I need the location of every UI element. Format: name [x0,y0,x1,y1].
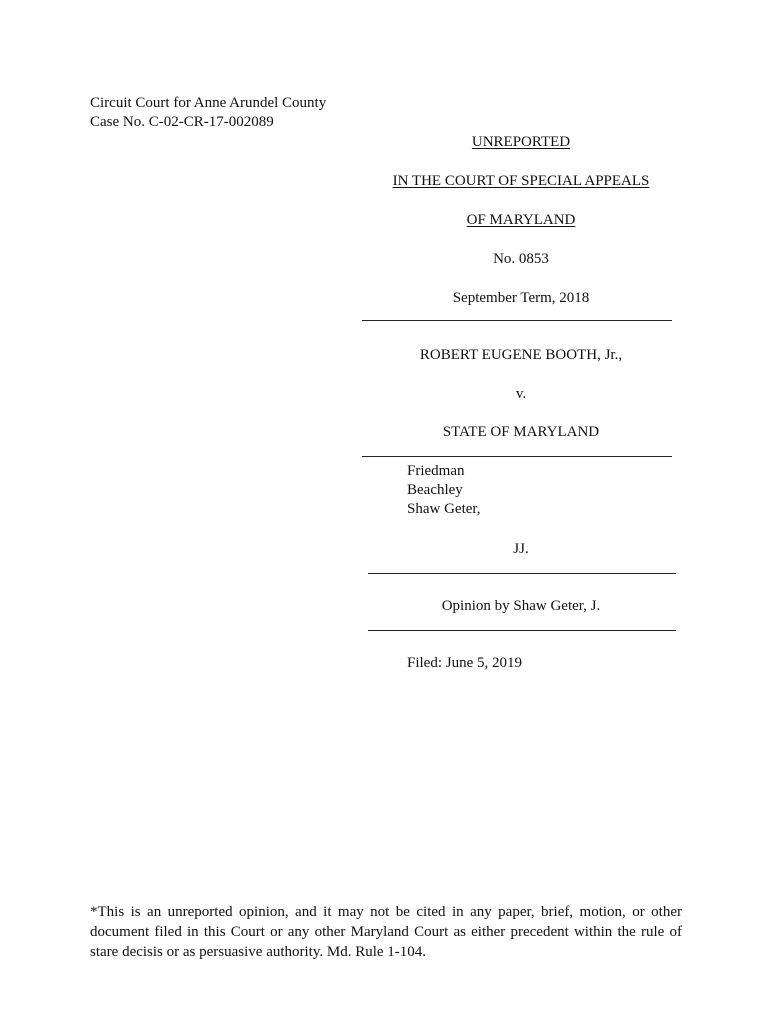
court-heading: IN THE COURT OF SPECIAL APPEALS [392,173,650,189]
circuit-court-name: Circuit Court for Anne Arundel County [90,95,327,111]
court-term: September Term, 2018 [452,290,590,306]
judge-name: Shaw Geter, [407,501,481,517]
unreported-heading: UNREPORTED [471,134,571,150]
opinion-author: Opinion by Shaw Geter, J. [441,598,601,614]
judges-suffix: JJ. [513,541,529,557]
state-heading: OF MARYLAND [466,212,576,228]
case-number: Case No. C-02-CR-17-002089 [90,114,274,130]
caption-divider-4 [368,630,676,631]
appeal-number: No. 0853 [493,251,549,267]
appellant-name: ROBERT EUGENE BOOTH, Jr., [419,347,623,363]
footnote: *This is an unreported opinion, and it may not be cited in any paper, brief, motion, or other document filed in this Court or any other Maryland Court as either precedent within the rule of stare decisis or as persuasive authority. Md. Rule 1-104. [90,904,682,960]
caption-divider-2 [362,456,672,457]
caption-divider-1 [362,320,672,321]
judge-name: Beachley [407,482,463,498]
caption-divider-3 [368,573,676,574]
filed-date: Filed: June 5, 2019 [407,655,522,671]
appellee-name: STATE OF MARYLAND [442,424,600,440]
versus-label: v. [515,386,527,402]
judge-name: Friedman [407,463,465,479]
